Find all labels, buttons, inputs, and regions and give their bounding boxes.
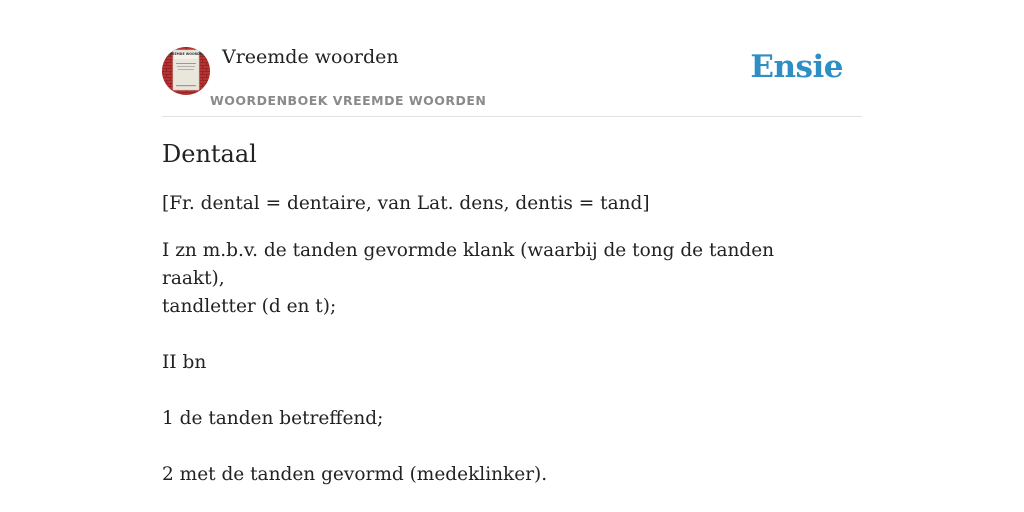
definition-line: I zn m.b.v. de tanden gevormde klank (waarbij de tong de tanden raakt), <box>162 240 775 289</box>
definition-line: tandletter (d en t); <box>162 296 337 317</box>
definition-line: 1 de tanden betreffend; <box>162 408 384 429</box>
avatar-cover-title: VREEMDE WOORDEN <box>167 52 205 57</box>
entry-title: Dentaal <box>162 140 257 168</box>
entry-content <box>162 138 822 489</box>
entry-definition <box>162 237 822 489</box>
entry-etymology: [Fr. dental = dentaire, van Lat. dens, dentis = tand] <box>162 193 650 214</box>
definition-line: 2 met de tanden gevormd (medeklinker). <box>162 464 548 485</box>
site-header <box>162 44 862 117</box>
definition-spacer <box>162 433 822 461</box>
definition-line: II bn <box>162 352 207 373</box>
definition-spacer <box>162 377 822 405</box>
site-title[interactable]: Vreemde woorden <box>222 46 399 68</box>
avatar[interactable] <box>162 47 210 95</box>
ensie-logo-link[interactable]: Ensie <box>750 49 843 85</box>
site-subtitle[interactable]: WOORDENBOEK VREEMDE WOORDEN <box>210 93 487 108</box>
book-cover-icon <box>162 47 210 95</box>
definition-spacer <box>162 321 822 349</box>
